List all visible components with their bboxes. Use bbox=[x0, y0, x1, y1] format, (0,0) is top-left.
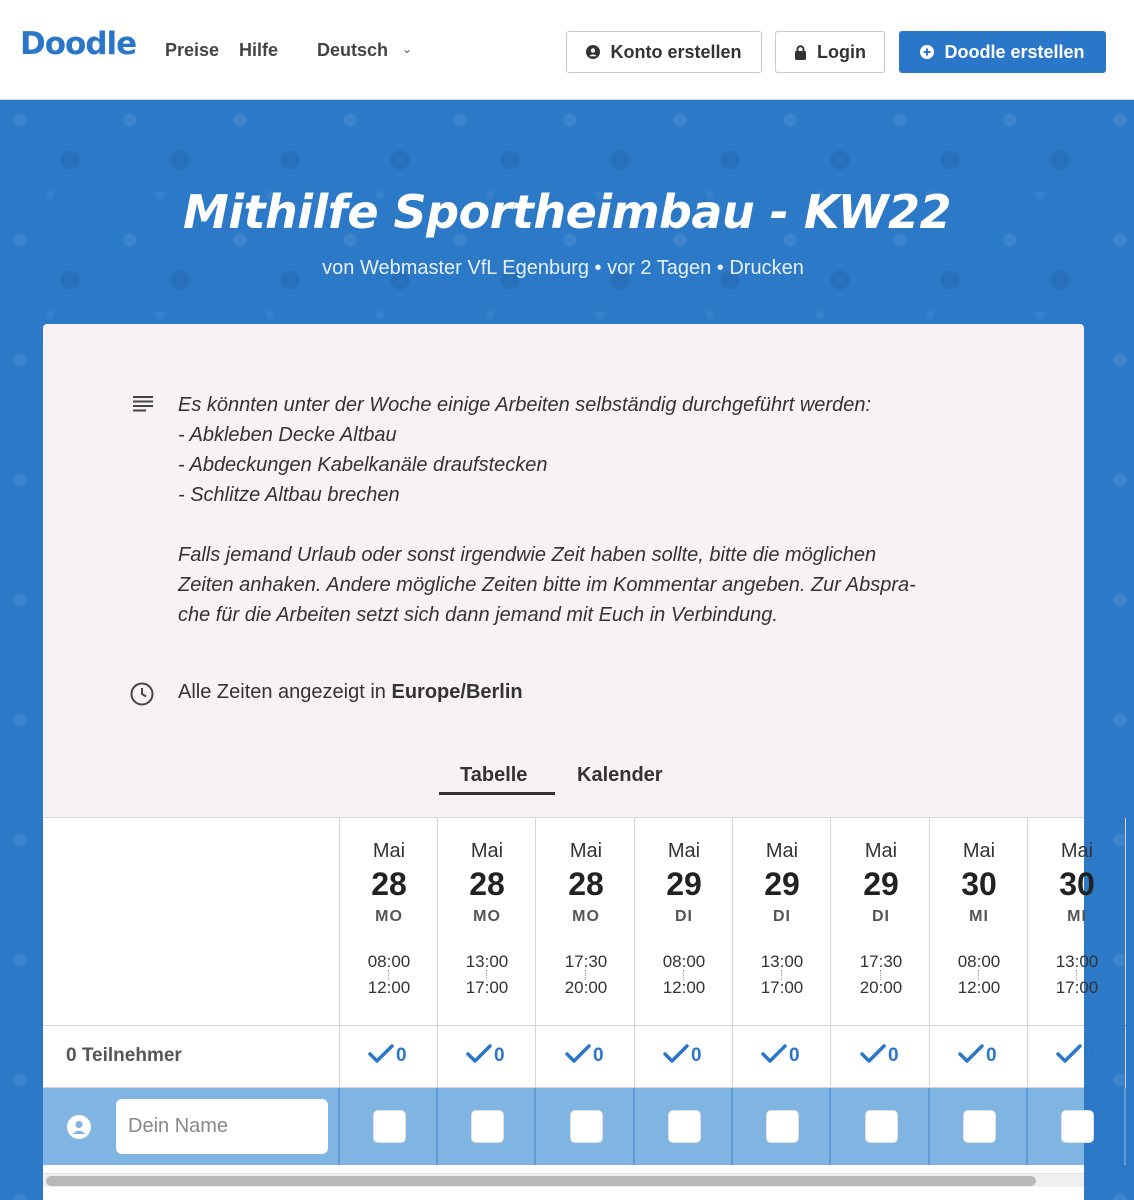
table-corner bbox=[43, 818, 340, 1025]
tab-tabelle[interactable]: Tabelle bbox=[460, 764, 528, 786]
vote-count-cell bbox=[635, 1026, 733, 1088]
top-navbar bbox=[0, 0, 1134, 100]
vote-count-cell bbox=[930, 1026, 1028, 1088]
vote-count-value: 0 bbox=[396, 1045, 407, 1066]
column-start-time: 17:30 bbox=[859, 952, 903, 971]
create-doodle-button[interactable] bbox=[899, 31, 1106, 73]
poll-meta: von Webmaster VfL Egenburg • vor 2 Tagen • Drucken bbox=[322, 257, 804, 279]
vote-checkbox[interactable] bbox=[766, 1110, 799, 1143]
vote-count-value: 0 bbox=[691, 1045, 702, 1066]
checkbox-cell bbox=[930, 1088, 1028, 1165]
vote-count-value: 0 bbox=[789, 1045, 800, 1066]
description-line: Zeiten anhaken. Andere mögliche Zeiten bitte im Kommentar angeben. Zur Abspra- bbox=[178, 574, 916, 596]
check-icon bbox=[466, 1044, 492, 1068]
create-account-button[interactable] bbox=[566, 31, 762, 73]
user-circle-icon bbox=[586, 45, 600, 59]
column-start-time: 13:00 bbox=[760, 952, 804, 971]
column-day: 28 bbox=[469, 866, 505, 902]
timezone-info bbox=[178, 681, 523, 704]
column-weekday: DI bbox=[773, 908, 791, 925]
check-icon bbox=[663, 1044, 689, 1068]
column-weekday: DI bbox=[872, 908, 890, 925]
vote-count bbox=[663, 1044, 702, 1068]
column-month: Mai bbox=[569, 840, 603, 862]
checkbox-cell bbox=[635, 1088, 733, 1165]
vote-count-value: 0 bbox=[494, 1045, 505, 1066]
name-cell bbox=[43, 1088, 340, 1165]
column-month: Mai bbox=[962, 840, 996, 862]
scrollbar-thumb[interactable] bbox=[46, 1176, 1036, 1186]
description-line: Es könnten unter der Woche einige Arbeiten selbständig durchgeführt werden: bbox=[178, 394, 872, 416]
timezone-prefix: Alle Zeiten angezeigt in bbox=[178, 681, 386, 703]
plus-circle-icon bbox=[920, 45, 934, 59]
column-weekday: MI bbox=[1067, 908, 1087, 925]
column-start-time: 13:00 bbox=[465, 952, 509, 971]
column-month: Mai bbox=[765, 840, 799, 862]
column-start-time: 13:00 bbox=[1055, 952, 1099, 971]
login-button[interactable] bbox=[775, 31, 885, 73]
column-month: Mai bbox=[470, 840, 504, 862]
login-label: Login bbox=[817, 41, 866, 62]
check-icon bbox=[761, 1044, 787, 1068]
poll-title: Mithilfe Sportheimbau - KW22 bbox=[182, 185, 952, 239]
date-column bbox=[340, 818, 438, 1025]
date-column bbox=[438, 818, 536, 1025]
checkbox-cell bbox=[733, 1088, 831, 1165]
tab-kalender[interactable]: Kalender bbox=[577, 764, 663, 786]
vote-count-cell bbox=[438, 1026, 536, 1088]
poll-table bbox=[43, 817, 1099, 1200]
create-account-label: Konto erstellen bbox=[610, 41, 742, 62]
column-weekday: DI bbox=[675, 908, 693, 925]
column-month: Mai bbox=[1060, 840, 1094, 862]
chevron-down-icon[interactable]: ⌄ bbox=[402, 42, 413, 56]
vote-checkbox[interactable] bbox=[963, 1110, 996, 1143]
column-end-time: 12:00 bbox=[957, 978, 1001, 997]
vote-count-cell bbox=[733, 1026, 831, 1088]
column-month: Mai bbox=[864, 840, 898, 862]
active-tab-indicator bbox=[439, 792, 555, 795]
date-column bbox=[635, 818, 733, 1025]
column-start-time: 08:00 bbox=[957, 952, 1001, 971]
column-month: Mai bbox=[372, 840, 406, 862]
column-start-time: 17:30 bbox=[564, 952, 608, 971]
column-weekday: MO bbox=[572, 908, 600, 925]
nav-link-preise[interactable]: Preise bbox=[165, 40, 220, 60]
poll-card bbox=[43, 324, 1099, 1200]
check-icon bbox=[368, 1044, 394, 1068]
vote-count bbox=[860, 1044, 899, 1068]
description-line: - Abdeckungen Kabelkanäle draufstecken bbox=[178, 454, 548, 476]
column-day: 28 bbox=[371, 866, 407, 902]
column-end-time: 12:00 bbox=[367, 978, 411, 997]
vote-count-cell bbox=[340, 1026, 438, 1088]
column-day: 29 bbox=[863, 866, 899, 902]
column-start-time: 08:00 bbox=[367, 952, 411, 971]
lock-icon bbox=[794, 45, 807, 60]
column-day: 30 bbox=[961, 866, 997, 902]
poll-description bbox=[178, 390, 1008, 630]
column-day: 28 bbox=[568, 866, 604, 902]
language-selector[interactable]: Deutsch bbox=[317, 40, 389, 60]
vote-count bbox=[1056, 1044, 1095, 1068]
description-line: che für die Arbeiten setzt sich dann jemand mit Euch in Verbindung. bbox=[178, 604, 778, 626]
column-weekday: MO bbox=[375, 908, 403, 925]
checkbox-cell bbox=[1028, 1088, 1126, 1165]
nav-link-hilfe[interactable]: Hilfe bbox=[239, 40, 279, 60]
column-weekday: MI bbox=[969, 908, 989, 925]
date-column bbox=[733, 818, 831, 1025]
check-icon bbox=[860, 1044, 886, 1068]
checkbox-cell bbox=[832, 1088, 930, 1165]
name-input[interactable] bbox=[116, 1099, 328, 1154]
vote-count bbox=[368, 1044, 407, 1068]
checkbox-cell bbox=[438, 1088, 536, 1165]
checkbox-cell bbox=[340, 1088, 438, 1165]
vote-count bbox=[958, 1044, 997, 1068]
vote-count-value: 0 bbox=[593, 1045, 604, 1066]
column-weekday: MO bbox=[473, 908, 501, 925]
column-month: Mai bbox=[667, 840, 701, 862]
doodle-logo[interactable]: Doodle bbox=[20, 26, 137, 62]
date-column bbox=[1028, 818, 1126, 1025]
vote-count-cell bbox=[537, 1026, 635, 1088]
participants-count: 0 Teilnehmer bbox=[66, 1045, 182, 1066]
create-doodle-label: Doodle erstellen bbox=[944, 41, 1085, 62]
vote-count-cell bbox=[832, 1026, 930, 1088]
check-icon bbox=[1056, 1044, 1082, 1068]
vote-checkbox[interactable] bbox=[668, 1110, 701, 1143]
vote-count-value: 0 bbox=[888, 1045, 899, 1066]
column-end-time: 17:00 bbox=[465, 978, 509, 997]
vote-checkbox[interactable] bbox=[865, 1110, 898, 1143]
column-end-time: 17:00 bbox=[1055, 978, 1099, 997]
description-spacer bbox=[178, 510, 1008, 540]
clock-icon bbox=[130, 682, 154, 710]
date-column bbox=[537, 818, 635, 1025]
horizontal-scrollbar[interactable] bbox=[43, 1173, 1084, 1187]
description-line: - Abkleben Decke Altbau bbox=[178, 424, 397, 446]
checkbox-cell bbox=[537, 1088, 635, 1165]
column-day: 29 bbox=[764, 866, 800, 902]
vote-count bbox=[565, 1044, 604, 1068]
description-icon bbox=[133, 396, 153, 416]
vote-count-value: 0 bbox=[1084, 1045, 1095, 1066]
new-participant-row bbox=[43, 1088, 1084, 1165]
vote-checkbox[interactable] bbox=[1061, 1110, 1094, 1143]
user-avatar-icon bbox=[67, 1115, 91, 1143]
column-end-time: 12:00 bbox=[662, 978, 706, 997]
check-icon bbox=[958, 1044, 984, 1068]
vote-checkbox[interactable] bbox=[471, 1110, 504, 1143]
vote-count-value: 0 bbox=[986, 1045, 997, 1066]
date-column bbox=[930, 818, 1028, 1025]
description-line: Falls jemand Urlaub oder sonst irgendwie Zeit haben sollte, bitte die möglichen bbox=[178, 544, 877, 566]
column-end-time: 20:00 bbox=[564, 978, 608, 997]
column-start-time: 08:00 bbox=[662, 952, 706, 971]
vote-count-cell bbox=[1028, 1026, 1126, 1088]
vote-count bbox=[466, 1044, 505, 1068]
date-column bbox=[832, 818, 930, 1025]
participants-row bbox=[43, 1025, 1095, 1088]
vote-checkbox[interactable] bbox=[373, 1110, 406, 1143]
column-end-time: 20:00 bbox=[859, 978, 903, 997]
column-end-time: 17:00 bbox=[760, 978, 804, 997]
column-day: 29 bbox=[666, 866, 702, 902]
timezone-value: Europe/Berlin bbox=[391, 681, 523, 703]
check-icon bbox=[565, 1044, 591, 1068]
description-line: - Schlitze Altbau brechen bbox=[178, 484, 400, 506]
vote-checkbox[interactable] bbox=[570, 1110, 603, 1143]
column-day: 30 bbox=[1059, 866, 1095, 902]
vote-count bbox=[761, 1044, 800, 1068]
participants-cell bbox=[43, 1026, 340, 1088]
